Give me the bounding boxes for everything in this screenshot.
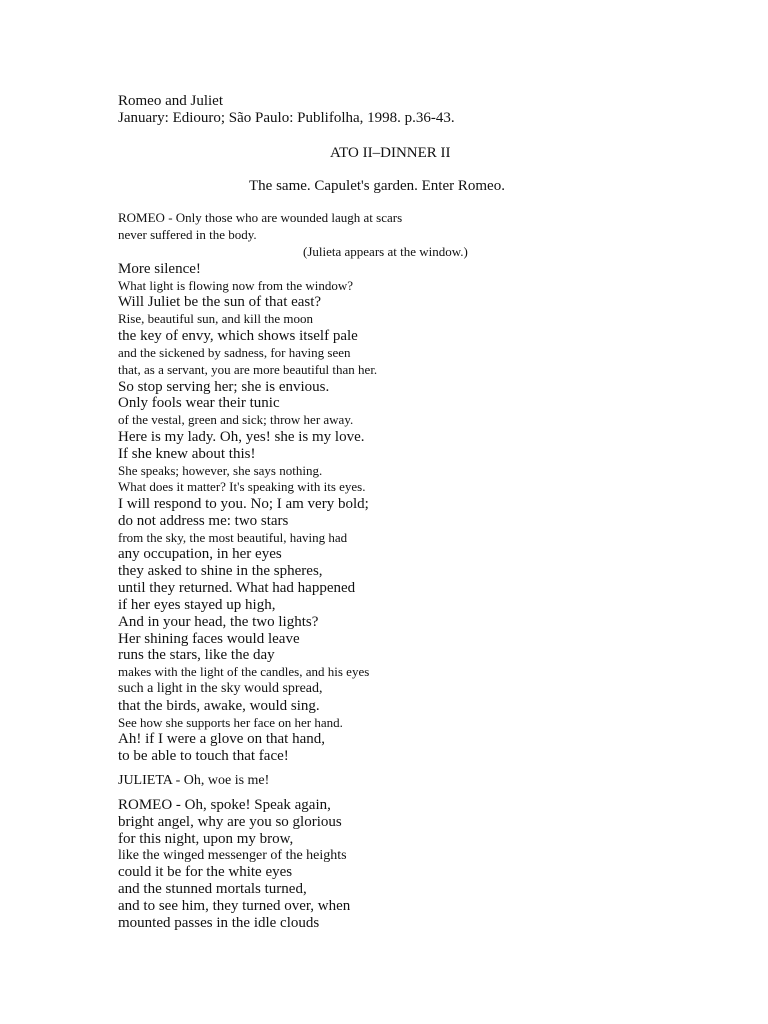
scene-direction: The same. Capulet's garden. Enter Romeo. [249, 178, 505, 194]
verse-line: runs the stars, like the day [118, 647, 275, 663]
verse-line: Only fools wear their tunic [118, 395, 280, 411]
stage-direction: (Julieta appears at the window.) [303, 244, 468, 259]
verse-line: Her shining faces would leave [118, 631, 300, 647]
verse-line: of the vestal, green and sick; throw her away. [118, 412, 354, 427]
verse-line: that the birds, awake, would sing. [118, 698, 320, 714]
verse-line: And in your head, the two lights? [118, 614, 319, 630]
verse-line: such a light in the sky would spread, [118, 681, 323, 696]
verse-line: do not address me: two stars [118, 513, 289, 529]
verse-line: More silence! [118, 261, 201, 277]
document-citation: January: Ediouro; São Paulo: Publifolha, 1998. p.36-43. [118, 110, 455, 126]
verse-line: Rise, beautiful sun, and kill the moon [118, 311, 313, 326]
verse-line: bright angel, why are you so glorious [118, 814, 342, 830]
verse-line: ROMEO - Only those who are wounded laugh at scars [118, 210, 403, 225]
verse-line: and the sickened by sadness, for having seen [118, 345, 351, 360]
verse-line: Ah! if I were a glove on that hand, [118, 731, 326, 747]
verse-line: makes with the light of the candles, and his eyes [118, 664, 370, 679]
verse-line: if her eyes stayed up high, [118, 597, 276, 613]
verse-line: I will respond to you. No; I am very bold; [118, 496, 369, 512]
verse-line: So stop serving her; she is envious. [118, 379, 330, 395]
verse-line: they asked to shine in the spheres, [118, 563, 323, 579]
verse-line: never suffered in the body. [118, 227, 257, 242]
verse-line: for this night, upon my brow, [118, 831, 294, 847]
verse-line: to be able to touch that face! [118, 748, 289, 764]
verse-line: mounted passes in the idle clouds [118, 915, 320, 931]
verse-line: What light is flowing now from the window? [118, 278, 354, 293]
verse-line: could it be for the white eyes [118, 864, 293, 880]
verse-line: What does it matter? It's speaking with its eyes. [118, 479, 366, 494]
verse-line: that, as a servant, you are more beautiful than her. [118, 362, 378, 377]
verse-line: until they returned. What had happened [118, 580, 356, 596]
verse-line: and to see him, they turned over, when [118, 898, 351, 914]
verse-line: from the sky, the most beautiful, having had [118, 530, 348, 545]
verse-line: Will Juliet be the sun of that east? [118, 294, 322, 310]
document-title: Romeo and Juliet [118, 93, 223, 109]
speaker-line: JULIETA - Oh, woe is me! [118, 773, 270, 788]
speaker-line: ROMEO - Oh, spoke! Speak again, [118, 797, 331, 813]
verse-line: and the stunned mortals turned, [118, 881, 307, 897]
verse-line: She speaks; however, she says nothing. [118, 463, 323, 478]
verse-line: any occupation, in her eyes [118, 546, 282, 562]
act-heading: ATO II–DINNER II [330, 145, 451, 161]
verse-line: the key of envy, which shows itself pale [118, 328, 358, 344]
verse-line: Here is my lady. Oh, yes! she is my love. [118, 429, 365, 445]
verse-line: like the winged messenger of the heights [118, 848, 347, 863]
verse-line: If she knew about this! [118, 446, 256, 462]
verse-line: See how she supports her face on her hand. [118, 715, 343, 730]
